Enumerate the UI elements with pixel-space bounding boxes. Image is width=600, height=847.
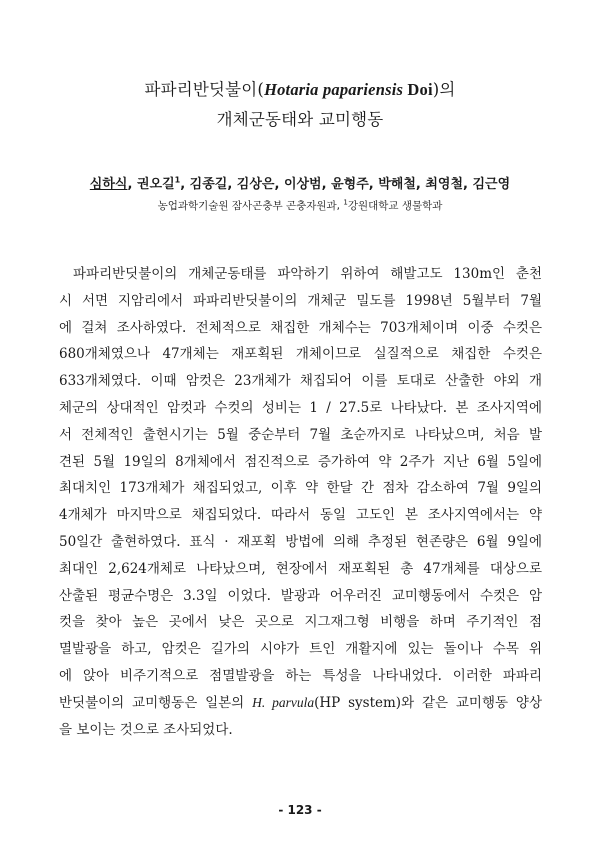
abstract-last-line: 을 보이는 것으로 조사되었다.	[59, 721, 233, 738]
paper-title-line-2: 개체군동태와 교미행동	[216, 110, 384, 129]
abstract-species-name: H. parvula	[252, 694, 315, 710]
affiliation-secondary: 강원대학교 생물학과	[347, 200, 443, 212]
abstract-line: 680개체였으나 47개체는 재포획된 개체이므로 실질적으로 채집한 수컷은	[59, 346, 542, 363]
author-first: 심하식	[89, 177, 128, 192]
paper-title-line-1	[0, 76, 600, 100]
author-rest: , 김종길, 김상은, 이상범, 윤형주, 박해철, 최영철, 김근영	[180, 177, 511, 192]
author-list	[0, 173, 600, 192]
title-scientific-name: Hotaria papariensis	[264, 80, 404, 99]
abstract-line-with-species	[59, 690, 542, 717]
abstract-line: 산출된 평균수명은 3.3일 이었다. 발광과 어우러진 교미행동에서 수컷은 암	[59, 587, 542, 604]
abstract-text: 반딧불이의 교미행동은 일본의	[59, 694, 253, 711]
abstract-text: (HP system)와 같은 교미행동 양상	[314, 694, 542, 711]
title-suffix: )의	[432, 80, 456, 99]
abstract-line: 컷을 찾아 높은 곳에서 낮은 곳으로 지그재그형 비행을 하며 주기적인 점	[59, 614, 542, 631]
author-second: , 권오길	[127, 177, 175, 192]
abstract-line: 50일간 출현하였다. 표식 · 재포획 방법에 의해 추정된 현존량은 6월 9일에	[59, 533, 542, 550]
abstract-line: 시 서면 지암리에서 파파리반딧불이의 개체군 밀도를 1998년 5월부터 7월	[59, 292, 542, 309]
abstract-line: 체군의 상대적인 암컷과 수컷의 성비는 1 / 27.5로 나타났다. 본 조사지역에	[59, 399, 542, 416]
abstract-line: 에 걸쳐 조사하였다. 전체적으로 채집한 개체수는 703개체이며 이중 수컷은	[59, 319, 542, 336]
page-number: - 123 -	[278, 803, 322, 817]
abstract-line: 최대치인 173개체가 채집되었고, 이후 약 한달 간 점차 감소하여 7월 9일의	[59, 480, 542, 497]
author-affiliation-mark: 1	[174, 175, 181, 185]
abstract-line: 견된 5월 19일의 8개체에서 점진적으로 증가하여 약 2주가 지난 6월 5일에	[59, 453, 542, 470]
abstract-line: 4개체가 마지막으로 채집되었다. 따라서 동일 고도인 본 조사지역에서는 약	[59, 507, 542, 524]
title-species-author: Doi	[403, 80, 433, 99]
affiliation-primary: 농업과학기술원 잠사곤충부 곤충자원과,	[157, 200, 344, 212]
abstract-line: 파파리반딧불이의 개체군동태를 파악하기 위하여 해발고도 130m인 춘천	[73, 266, 542, 282]
abstract-line: 서 전체적인 출현시기는 5월 중순부터 7월 초순까지로 나타났으며, 처음 발	[59, 426, 542, 443]
abstract-line: 에 앉아 비주기적으로 점멸발광을 하는 특성을 나타내었다. 이러한 파파리	[59, 667, 542, 684]
abstract-body	[59, 261, 542, 743]
abstract-line: 멸발광을 하고, 암컷은 길가의 시야가 트인 개활지에 있는 돌이나 수목 위	[59, 641, 542, 658]
affiliation	[0, 198, 600, 213]
affiliation-mark: 1	[343, 198, 348, 207]
abstract-line: 633개체였다. 이때 암컷은 23개체가 채집되어 이를 토대로 산출한 야외 개	[59, 373, 542, 390]
abstract-line: 최대인 2,624개체로 나타났으며, 현장에서 재포획된 총 47개체를 대상으로	[59, 560, 542, 577]
title-korean-prefix: 파파리반딧불이(	[144, 80, 265, 99]
